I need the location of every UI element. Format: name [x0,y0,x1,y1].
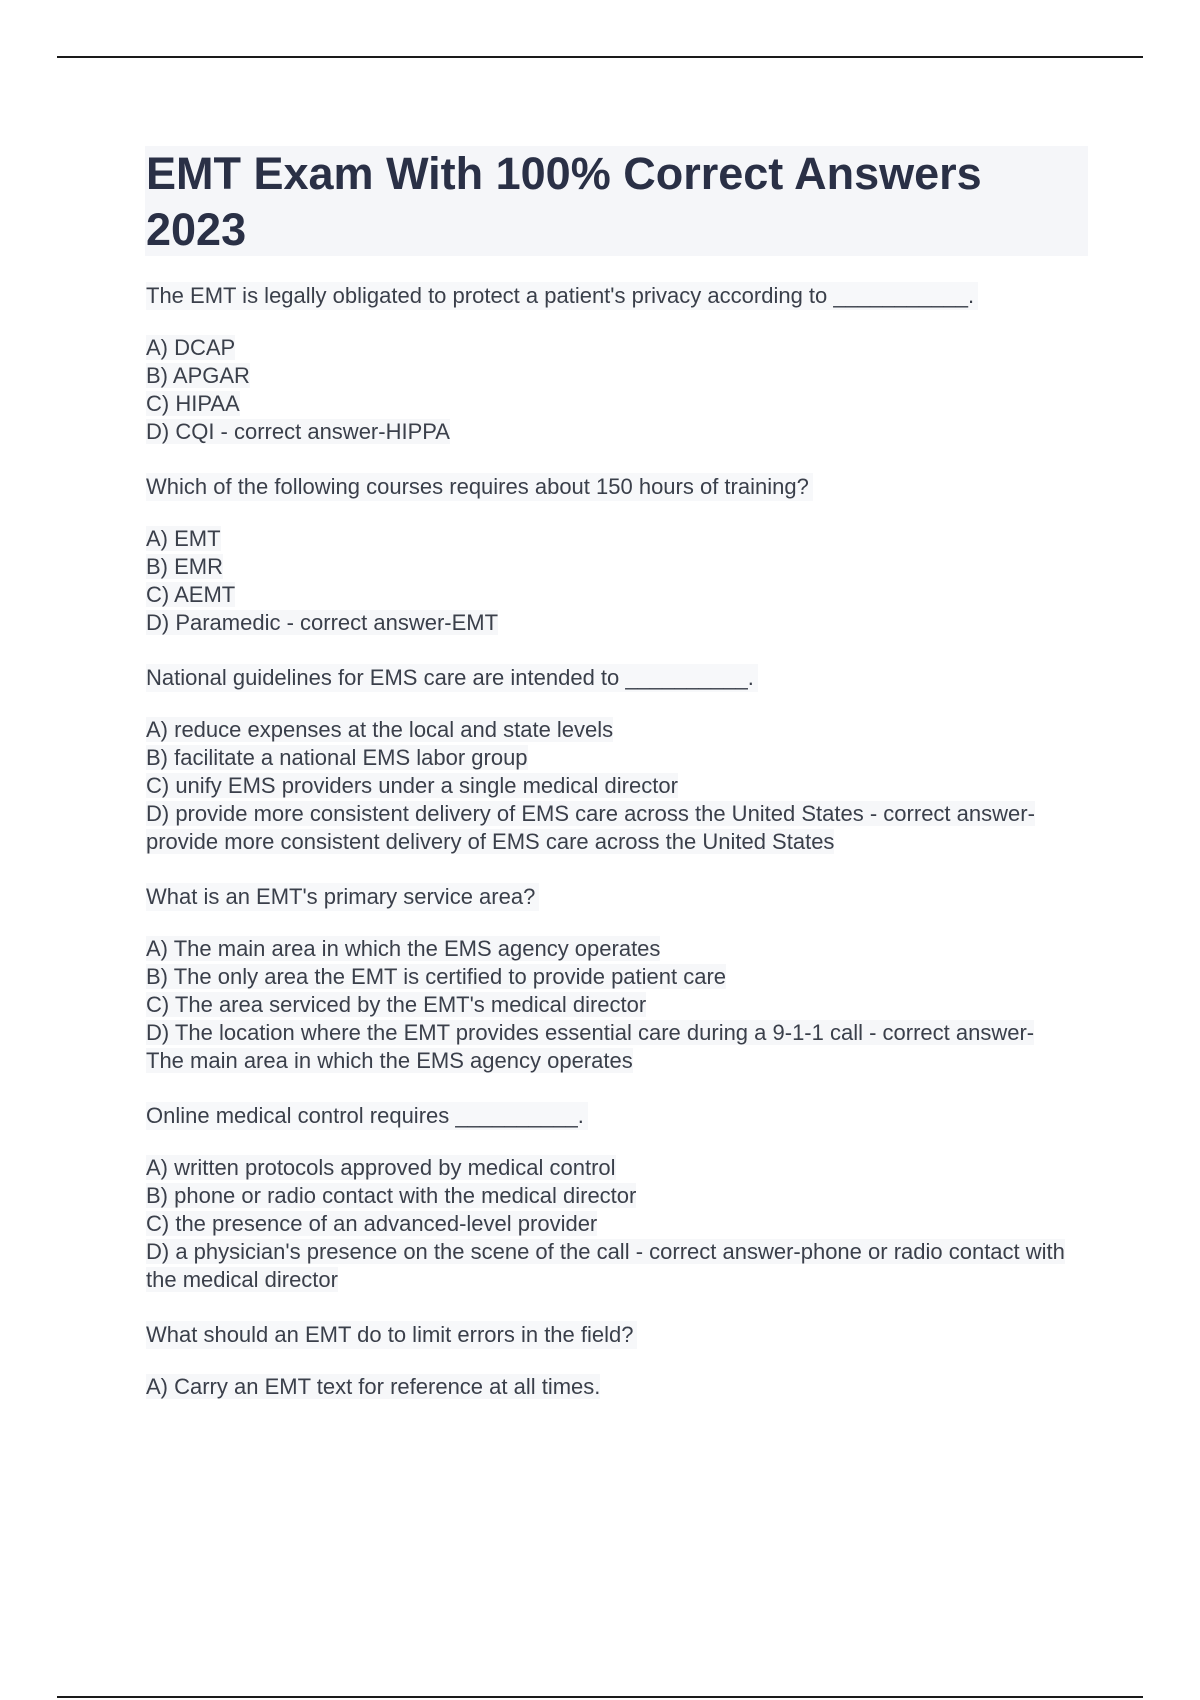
answer-options [146,525,1066,637]
question-block-4 [146,883,1066,1075]
answer-options [146,334,1066,446]
answer-option: D) a physician's presence on the scene of the call - correct answer-phone or radio contact with the medical director [146,1239,1065,1292]
question-text: What is an EMT's primary service area? [146,883,1066,911]
answer-option: B) EMR [146,554,223,579]
answer-options [146,716,1066,856]
question-text: Online medical control requires __________. [146,1102,1066,1130]
bottom-rule [57,1696,1143,1698]
question-text: What should an EMT do to limit errors in the field? [146,1321,1066,1349]
question-list [146,282,1066,1428]
answer-option: C) AEMT [146,582,236,607]
answer-option: A) written protocols approved by medical control [146,1155,616,1180]
answer-options [146,935,1066,1075]
answer-option: C) unify EMS providers under a single medical director [146,773,678,798]
answer-option: D) provide more consistent delivery of EMS care across the United States - correct answer-provide more consistent delivery of EMS care across the United States [146,801,1035,854]
answer-option: A) The main area in which the EMS agency operates [146,936,661,961]
answer-option: A) reduce expenses at the local and state levels [146,717,614,742]
answer-option: B) facilitate a national EMS labor group [146,745,528,770]
question-block-1 [146,282,1066,446]
answer-option: C) The area serviced by the EMT's medical director [146,992,647,1017]
document-title: EMT Exam With 100% Correct Answers 2023 [146,148,982,255]
answer-option: A) Carry an EMT text for reference at all times. [146,1374,601,1399]
answer-option: C) the presence of an advanced-level provider [146,1211,598,1236]
answer-option: B) phone or radio contact with the medical director [146,1183,637,1208]
question-block-5 [146,1102,1066,1294]
answer-option: C) HIPAA [146,391,240,416]
question-text: Which of the following courses requires about 150 hours of training? [146,473,1066,501]
question-text: National guidelines for EMS care are intended to __________. [146,664,1066,692]
question-block-6 [146,1321,1066,1401]
answer-option: D) The location where the EMT provides essential care during a 9-1-1 call - correct answer-The main area in which the EMS agency operates [146,1020,1035,1073]
answer-option: B) APGAR [146,363,250,388]
top-rule [57,56,1143,58]
answer-options [146,1373,1066,1401]
answer-option: A) EMT [146,526,221,551]
answer-option: D) CQI - correct answer-HIPPA [146,419,450,444]
answer-option: B) The only area the EMT is certified to provide patient care [146,964,727,989]
answer-option: D) Paramedic - correct answer-EMT [146,610,499,635]
question-text: The EMT is legally obligated to protect a patient's privacy according to ___________. [146,282,1066,310]
answer-option: A) DCAP [146,335,236,360]
answer-options [146,1154,1066,1294]
question-block-2 [146,473,1066,637]
question-block-3 [146,664,1066,856]
